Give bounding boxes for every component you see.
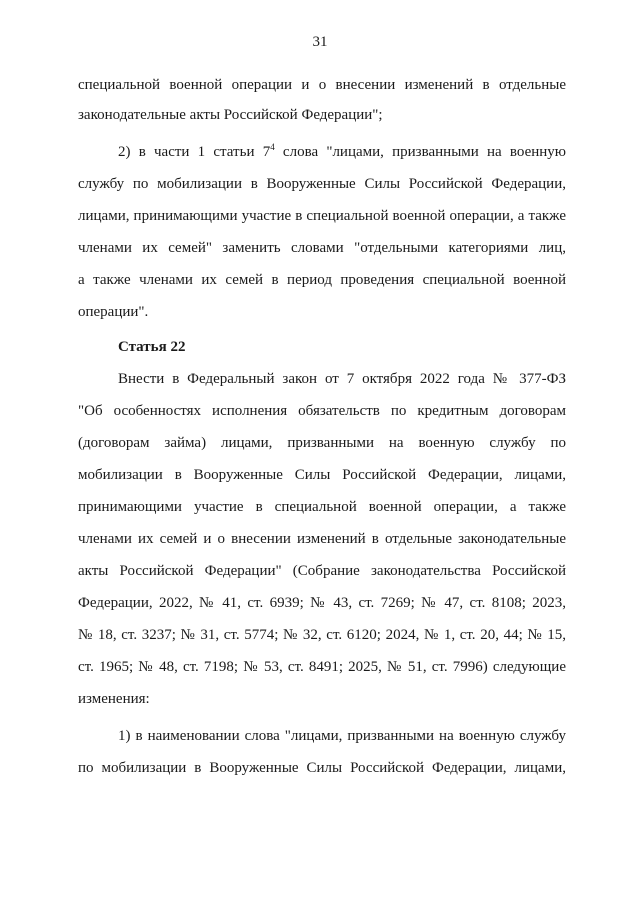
paragraph-1-line-1: специальной военной операции и о внесении изменений в отдельные [78, 77, 566, 93]
paragraph-3-line-8: Федерации, 2022, № 41, ст. 6939; № 43, ст. 7269; № 47, ст. 8108; 2023, [78, 595, 566, 611]
paragraph-2-line-1 [118, 143, 566, 161]
paragraph-3-line-6: членами их семей и о внесении изменений в отдельные законодательные [78, 531, 566, 547]
article-heading: Статья 22 [118, 339, 186, 355]
paragraph-3-line-4: мобилизации в Вооруженные Силы Российской Федерации, лицами, [78, 467, 566, 483]
paragraph-2-line-3: лицами, принимающими участие в специальной военной операции, а также [78, 208, 566, 224]
paragraph-3-line-1: Внести в Федеральный закон от 7 октября 2022 года № 377-ФЗ [118, 371, 566, 387]
paragraph-3-line-11: изменения: [78, 691, 150, 707]
paragraph-4-line-1: 1) в наименовании слова "лицами, призванными на военную службу [118, 728, 566, 744]
paragraph-2-line-1-end: слова "лицами, призванными на военную [274, 144, 567, 160]
paragraph-1-line-2: законодательные акты Российской Федерации"; [78, 107, 383, 123]
paragraph-4-line-2: по мобилизации в Вооруженные Силы Российской Федерации, лицами, [78, 760, 566, 776]
paragraph-3-line-10: ст. 1965; № 48, ст. 7198; № 53, ст. 8491; 2025, № 51, ст. 7996) следующие [78, 659, 566, 675]
paragraph-3-line-7: акты Российской Федерации" (Собрание законодательства Российской [78, 563, 566, 579]
paragraph-3-line-5: принимающими участие в специальной военной операции, а также [78, 499, 566, 515]
paragraph-3-line-9: № 18, ст. 3237; № 31, ст. 5774; № 32, ст. 6120; 2024, № 1, ст. 20, 44; № 15, [78, 627, 566, 643]
paragraph-3-line-3: (договорам займа) лицами, призванными на военную службу по [78, 435, 566, 451]
paragraph-2-line-5: а также членами их семей в период проведения специальной военной [78, 272, 566, 288]
page-number: 31 [312, 34, 328, 50]
superscript-article-number: 4 [270, 142, 275, 152]
paragraph-2-line-2: службу по мобилизации в Вооруженные Силы Российской Федерации, [78, 176, 566, 192]
paragraph-2-line-1-start: 2) в части 1 статьи 7 [118, 144, 271, 160]
paragraph-2-line-4: членами их семей" заменить словами "отдельными категориями лиц, [78, 240, 566, 256]
paragraph-3-line-2: "Об особенностях исполнения обязательств по кредитным договорам [78, 403, 566, 419]
paragraph-2-line-6: операции". [78, 304, 149, 320]
